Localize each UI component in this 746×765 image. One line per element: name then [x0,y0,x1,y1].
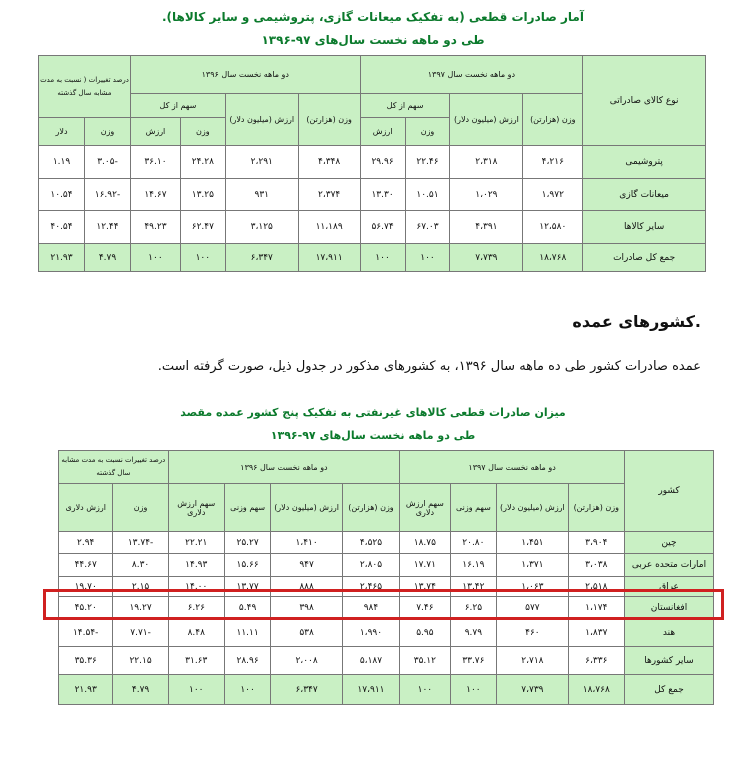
cell: ۵،۱۸۷ [342,647,399,675]
weight-header-97: وزن (هزارتن) [523,94,583,146]
table-row [39,211,706,244]
cell: ۲۹.۹۶ [360,146,405,179]
cell: ۱،۴۵۱ [497,532,568,554]
cell: ۲۵.۲۷ [224,532,271,554]
table2-subtitle: طی دو ماهه نخست سال‌های ۹۷-۱۳۹۶ [270,429,476,442]
row-label: جمع کل [625,675,714,705]
cell: ۱۷،۹۱۱ [298,244,360,272]
year97-header: دو ماهه نخست سال ۱۳۹۷ [400,451,625,484]
table-row [59,597,714,619]
cell: ۱۳.۷۴ [400,577,450,597]
cell: ۱۳.۷۷ [224,577,271,597]
cell: ۱۴.۹۳ [168,554,224,577]
cell: ۱۲.۴۴ [85,211,131,244]
cell: ۲،۳۱۸ [450,146,523,179]
cell: ۳،۱۲۵ [225,211,298,244]
cell: ۶۷.۰۳ [405,211,450,244]
weight-header-96: وزن (هزارتن) [342,484,399,532]
share-value-96: سهم ارزش دلاری [168,484,224,532]
cell: ۸.۳۰ [113,554,168,577]
cell: ۹.۷۹ [450,619,497,647]
cell: ۷،۷۳۹ [450,244,523,272]
share-weight-97: وزن [405,118,450,146]
cell: ۱۰۰ [180,244,225,272]
change-weight: وزن [85,118,131,146]
share-header-97: سهم از کل [360,94,450,118]
cell: ۱،۰۲۹ [450,179,523,211]
cell: ۱،۴۱۰ [271,532,342,554]
cell: ۱۵.۶۶ [224,554,271,577]
cell: ۲۲.۴۶ [405,146,450,179]
cell: ۱۶.۱۹ [450,554,497,577]
row-label: افغانستان [625,597,714,619]
cell: ۳۹۸ [271,597,342,619]
cell: ۴۹.۲۳ [130,211,180,244]
year96-header: دو ماهه نخست سال ۱۳۹۶ [168,451,399,484]
cell: ۷،۷۳۹ [497,675,568,705]
cell: ۲۲.۱۵ [113,647,168,675]
cell: -۷.۷۱ [113,619,168,647]
cell: ۱۰۰ [360,244,405,272]
table-row [59,647,714,675]
cell: ۱۰.۵۱ [405,179,450,211]
cell: ۱۱،۱۸۹ [298,211,360,244]
cell: ۱،۹۹۰ [342,619,399,647]
cell: -۱۶.۹۲ [85,179,131,211]
table-row [59,577,714,597]
cell: ۶.۲۶ [168,597,224,619]
cell: ۴،۵۲۵ [342,532,399,554]
row-label: چین [625,532,714,554]
cell: ۲،۵۱۸ [568,577,624,597]
cell: ۱۸.۷۵ [400,532,450,554]
weight-header-97: وزن (هزارتن) [568,484,624,532]
share-value-96: ارزش [130,118,180,146]
section-heading: .کشورهای عمده [572,312,701,331]
cell: ۱۷.۷۱ [400,554,450,577]
value-header-97: ارزش (میلیون دلار) [450,94,523,146]
cell: ۲۱.۹۳ [59,675,113,705]
cell: ۱۰۰ [400,675,450,705]
cell: ۶،۳۴۷ [225,244,298,272]
cell: ۶.۲۵ [450,597,497,619]
cell: ۳۱.۶۳ [168,647,224,675]
cell: ۲۱.۹۳ [39,244,85,272]
change-dollar: ارزش دلاری [59,484,113,532]
cell: ۱۰۰ [405,244,450,272]
cell: ۴،۳۴۸ [298,146,360,179]
table2 [58,450,714,705]
cell: ۲۴.۲۸ [180,146,225,179]
cell: ۴،۳۹۱ [450,211,523,244]
cell: ۱۹.۲۷ [113,597,168,619]
weight-header-96: وزن (هزارتن) [298,94,360,146]
row-label: سایر کالاها [583,211,706,244]
col-type-header: نوع کالای صادراتی [583,56,706,146]
year96-header: دو ماهه نخست سال ۱۳۹۶ [130,56,360,94]
cell: ۹۴۷ [271,554,342,577]
cell: ۲۸.۹۶ [224,647,271,675]
table-row [39,179,706,211]
cell: ۴۰.۵۴ [39,211,85,244]
paragraph: عمده صادرات کشور طی ده ماهه سال ۱۳۹۶، به کشورهای مذکور در جدول ذیل، صورت گرفته است. [157,359,701,374]
row-label: جمع کل صادرات [583,244,706,272]
cell: ۱.۱۹ [39,146,85,179]
cell: ۱۰۰ [168,675,224,705]
cell: ۴.۷۹ [113,675,168,705]
cell: -۱۴.۵۴ [59,619,113,647]
cell: ۱۳.۴۲ [450,577,497,597]
table1 [38,55,706,272]
cell: ۳۶.۱۰ [130,146,180,179]
cell: ۱۹.۷۰ [59,577,113,597]
change-header: درصد تغییرات نسبت به مدت مشابه سال گذشته [59,451,169,484]
row-label: سایر کشورها [625,647,714,675]
cell: ۱۸،۷۶۸ [568,675,624,705]
cell: ۵.۹۵ [400,619,450,647]
change-weight: وزن [113,484,168,532]
cell: ۱۳.۳۰ [360,179,405,211]
cell: ۱۲،۵۸۰ [523,211,583,244]
change-dollar: دلار [39,118,85,146]
cell: ۴۵.۲۰ [59,597,113,619]
cell: -۱۳.۷۴ [113,532,168,554]
table-row [59,619,714,647]
cell: ۲،۳۷۴ [298,179,360,211]
cell: ۶،۳۳۶ [568,647,624,675]
cell: ۳۵.۱۲ [400,647,450,675]
cell: ۱۴.۶۷ [130,179,180,211]
cell: ۱۱.۱۱ [224,619,271,647]
year97-header: دو ماهه نخست سال ۱۳۹۷ [360,56,583,94]
share-weight-97: سهم وزنی [450,484,497,532]
table2-title: میزان صادرات قطعی کالاهای غیرنفتی به تفکیک پنج کشور عمده مقصد [180,406,566,419]
share-value-97: سهم ارزش دلاری [400,484,450,532]
share-header-96: سهم از کل [130,94,225,118]
cell: ۲.۹۴ [59,532,113,554]
cell: ۴،۲۱۶ [523,146,583,179]
cell: ۴.۷۹ [85,244,131,272]
cell: ۱۴.۰۰ [168,577,224,597]
cell: ۲.۱۵ [113,577,168,597]
cell: ۱۸،۷۶۸ [523,244,583,272]
col-country-header: کشور [625,451,714,532]
cell: ۲،۴۶۵ [342,577,399,597]
cell: ۱،۸۳۷ [568,619,624,647]
value-header-96: ارزش (میلیون دلار) [225,94,298,146]
cell: ۲۲.۲۱ [168,532,224,554]
share-weight-96: سهم وزنی [224,484,271,532]
cell: ۲،۲۹۱ [225,146,298,179]
cell: ۷.۴۶ [400,597,450,619]
row-label: پتروشیمی [583,146,706,179]
cell: ۹۸۴ [342,597,399,619]
cell: ۱،۱۷۴ [568,597,624,619]
cell: ۲،۰۰۸ [271,647,342,675]
cell: ۲۰.۸۰ [450,532,497,554]
cell: ۴۴.۶۷ [59,554,113,577]
cell: ۳،۰۳۸ [568,554,624,577]
table1-subtitle: طی دو ماهه نخست سال‌های ۹۷-۱۳۹۶ [261,33,485,47]
table-row [59,532,714,554]
cell: ۶،۳۴۷ [271,675,342,705]
cell: ۲،۸۰۵ [342,554,399,577]
cell: ۱۳.۲۵ [180,179,225,211]
cell: ۶۲.۴۷ [180,211,225,244]
cell: ۵۶.۷۴ [360,211,405,244]
row-label: میعانات گازی [583,179,706,211]
cell: ۵۷۷ [497,597,568,619]
value-header-96: ارزش (میلیون دلار) [271,484,342,532]
cell: ۱،۹۷۲ [523,179,583,211]
change-header: درصد تغییرات ( نسبت به مدت مشابه سال گذشته [39,56,131,118]
cell: ۹۳۱ [225,179,298,211]
share-weight-96: وزن [180,118,225,146]
value-header-97: ارزش (میلیون دلار) [497,484,568,532]
table-row [39,146,706,179]
total-row [59,675,714,705]
cell: ۱۷،۹۱۱ [342,675,399,705]
cell: ۵.۴۹ [224,597,271,619]
table1-title: آمار صادرات قطعی (به تفکیک میعانات گازی، پتروشیمی و سایر کالاها). [162,10,584,24]
cell: -۳.۰۵ [85,146,131,179]
cell: ۱،۰۶۳ [497,577,568,597]
cell: ۳۵.۳۶ [59,647,113,675]
cell: ۱۰۰ [224,675,271,705]
cell: ۱۰۰ [450,675,497,705]
cell: ۱،۳۷۱ [497,554,568,577]
cell: ۲،۷۱۸ [497,647,568,675]
row-label: هند [625,619,714,647]
cell: ۱۰.۵۴ [39,179,85,211]
cell: ۴۶۰ [497,619,568,647]
cell: ۸.۴۸ [168,619,224,647]
row-label: امارات متحده عربی [625,554,714,577]
total-row [39,244,706,272]
cell: ۱۰۰ [130,244,180,272]
share-value-97: ارزش [360,118,405,146]
row-label: عراق [625,577,714,597]
cell: ۳۳.۷۶ [450,647,497,675]
cell: ۵۳۸ [271,619,342,647]
cell: ۸۸۸ [271,577,342,597]
table-row [59,554,714,577]
cell: ۳،۹۰۴ [568,532,624,554]
